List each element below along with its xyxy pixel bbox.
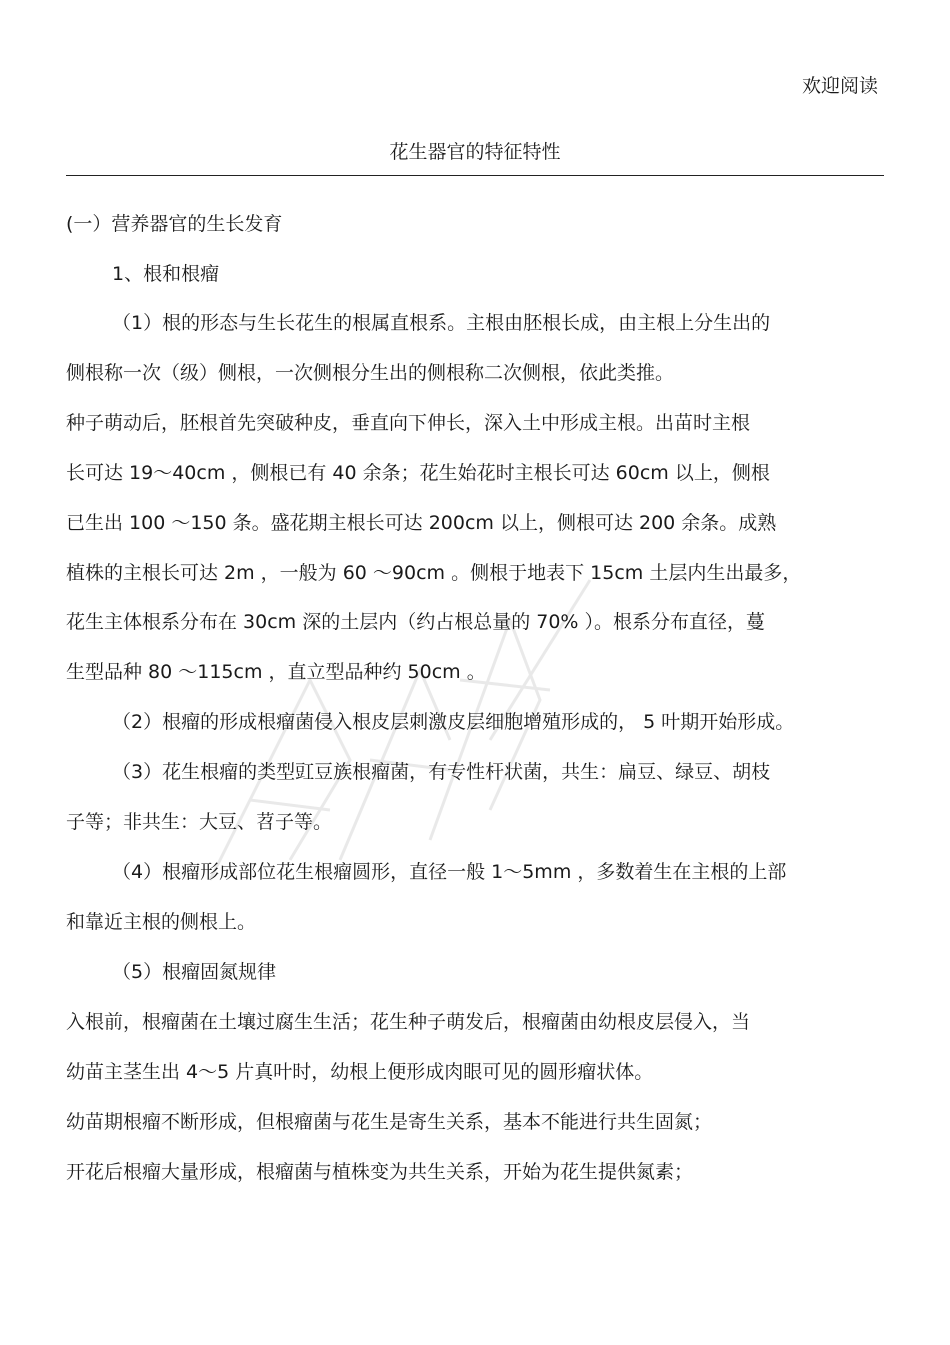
text-line: 种子萌动后，胚根首先突破种皮，垂直向下伸长，深入土中形成主根。出苗时主根 [66,412,751,434]
header-note: 欢迎阅读 [801,75,878,97]
text-line: （3）花生根瘤的类型豇豆族根瘤菌，有专性杆状菌，共生：扁豆、绿豆、胡枝 [112,761,771,783]
title-divider [66,175,884,176]
section-heading: (一）营养器官的生长发育 [66,213,283,235]
text-line: 入根前，根瘤菌在土壤过腐生生活；花生种子萌发后，根瘤菌由幼根皮层侵入，当 [66,1011,751,1033]
subsection-heading: 1、根和根瘤 [112,263,220,285]
text-line: 幼苗期根瘤不断形成，但根瘤菌与花生是寄生关系，基本不能进行共生固氮； [66,1111,713,1133]
text-line: 子等；非共生：大豆、苕子等。 [66,811,333,833]
page-title: 花生器官的特征特性 [389,141,561,163]
text-line: 生型品种 80 ～115cm ，直立型品种约 50cm 。 [66,661,486,683]
text-line: 植株的主根长可达 2m ，一般为 60 ～90cm 。侧根于地表下 15cm 土层内生出最多， [66,562,802,584]
text-line: 和靠近主根的侧根上。 [66,911,257,933]
text-line: 花生主体根系分布在 30cm 深的土层内（约占根总量的 70% ）。根系分布直径，蔓 [66,611,766,633]
text-line: 长可达 19～40cm ，侧根已有 40 余条；花生始花时主根长可达 60cm 以上，侧根 [66,462,770,484]
text-line: （5）根瘤固氮规律 [112,961,277,983]
text-line: 幼苗主茎生出 4～5 片真叶时，幼根上便形成肉眼可见的圆形瘤状体。 [66,1061,654,1083]
text-line: （1）根的形态与生长花生的根属直根系。主根由胚根长成，由主根上分生出的 [112,312,771,334]
text-line: （4）根瘤形成部位花生根瘤圆形，直径一般 1～5mm ，多数着生在主根的上部 [112,861,787,883]
text-line: 侧根称一次（级）侧根，一次侧根分生出的侧根称二次侧根，依此类推。 [66,362,675,384]
text-line: 开花后根瘤大量形成，根瘤菌与植株变为共生关系，开始为花生提供氮素； [66,1161,694,1183]
text-line: 已生出 100 ～150 条。盛花期主根长可达 200cm 以上，侧根可达 200 余条。成熟 [66,512,777,534]
text-line: （2）根瘤的形成根瘤菌侵入根皮层刺激皮层细胞增殖形成的， 5 叶期开始形成。 [112,711,795,733]
